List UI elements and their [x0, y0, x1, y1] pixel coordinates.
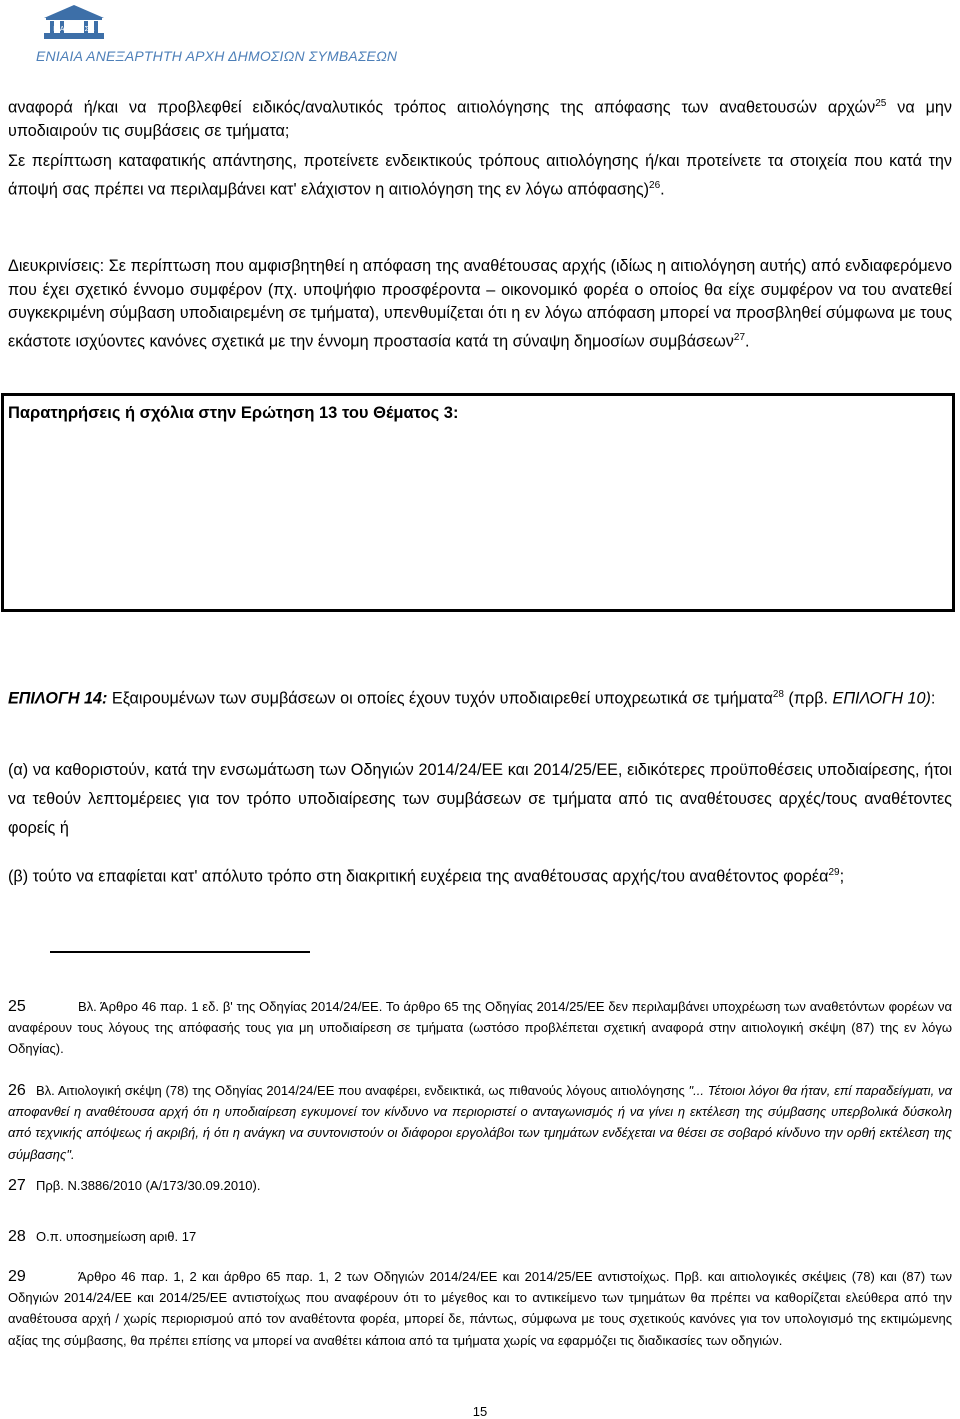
eaadhsy-logo-icon	[38, 4, 110, 40]
paragraph-clarifications: Διευκρινίσεις: Σε περίπτωση που αμφισβητηθεί η απόφαση της αναθέτουσας αρχής (ιδίως η αιτιολόγηση αυτής) από ενδιαφερόμενο που έχει σχετικό έννομο συμφέρον (πχ. υποψήφιο προσφέροντα – οικονομικό φορέα ο οποίος θα είχε συμφέρον να του ανατεθεί συγκεκριμένη σύμβαση υποδιαιρεμένη σε τμήματα), υπενθυμίζεται ότι η εν λόγω απόφαση μπορεί να προσβληθεί σύμφωνα με τους εκάστοτε ισχύοντες κανόνες σχετικά με την έννομη προστασία κατά τη σύναψη δημοσίων συμβάσεων$^{27}$.	[8, 257, 952, 351]
option-b: (β) τούτο να επαφίεται κατ' απόλυτο τρόπο στη διακριτική ευχέρεια της αναθέτουσας αρχής/του αναθέτοντος φορέα$^{29}$;	[8, 867, 845, 886]
footnote-separator	[50, 951, 310, 953]
footnote-number: 27	[8, 1177, 26, 1194]
footnote-26: 26 Βλ. Αιτιολογική σκέψη (78) της Οδηγίας 2014/24/ΕΕ που αναφέρει, ενδεικτικά, ως πιθανούς λόγους αιτιολόγησης "... Τέτοιοι λόγοι θα ήταν, επί παραδείγματι, να αποφανθεί η αναθέτουσα αρχή ότι η υποδιαίρεση εγκυμονεί τον κίνδυνο να περιοριστεί ο ανταγωνισμός ή να γίνει η εκτέλεση της σύμβασης υπερβολικά δύσκολη από τεχνικής απόψεως ή ακριβή, ή ότι η ανάγκη να συντονιστούν οι διάφοροι εργολάβοι των τμημάτων ενδέχεται να θέσει σε σοβαρό κίνδυνο την ορθή εκτέλεση της σύμβασης".	[8, 1082, 952, 1162]
option-label: ΕΠΙΛΟΓΗ 14:	[8, 689, 108, 708]
option-14-heading: ΕΠΙΛΟΓΗ 14: Εξαιρουμένων των συμβάσεων οι οποίες έχουν τυχόν υποδιαιρεθεί υποχρεωτικά σε τμήματα$^{28}$ (πρβ. ΕΠΙΛΟΓΗ 10):	[8, 689, 936, 708]
footnote-ref-26[interactable]: 26	[649, 179, 661, 191]
footnote-27: 27 Πρβ. Ν.3886/2010 (Α/173/30.09.2010).	[8, 1175, 952, 1196]
page-number: 15	[472, 1404, 488, 1419]
page-header	[30, 2, 398, 68]
footnote-ref-28[interactable]: 28	[772, 689, 784, 700]
option-10-ref: ΕΠΙΛΟΓΗ 10)	[832, 689, 931, 708]
footnote-ref-29[interactable]: 29	[828, 867, 840, 878]
footnote-ref-27[interactable]: 27	[733, 331, 746, 343]
footnote-28: 28 Ο.π. υποσημείωση αριθ. 17	[8, 1226, 952, 1247]
option-a: (α) να καθοριστούν, κατά την ενσωμάτωση των Οδηγιών 2014/24/ΕΕ και 2014/25/ΕΕ, ειδικότερες προϋποθέσεις υποδιαίρεσης, ήτοι να τεθούν λεπτομέρειες για τον τρόπο υποδιαίρεσης των συμβάσεων σε τμήματα από τις αναθέτουσες αρχές/τους αναθέτοντες φορείς ή	[8, 761, 952, 837]
footnote-25: 25 Βλ. Άρθρο 46 παρ. 1 εδ. β' της Οδηγίας 2014/24/ΕΕ. Το άρθρο 65 της Οδηγίας 2014/25/ΕΕ δεν περιλαμβάνει υποχρέωση των αναθετόντων φορέων να αναφέρουν τους λόγους της απόφασής τους για μη υποδιαίρεση σε τμήματα (ωστόσο προβλέπεται σχετική αναφορά στην αιτιολογική σκέψη (87) της εν λόγω Οδηγίας).	[8, 998, 952, 1057]
comment-box[interactable]	[1, 393, 955, 612]
footnote-ref-25[interactable]: 25	[875, 98, 887, 109]
logo-text: Ε.Α.Α.ΔΗ.ΣΥ.	[53, 26, 95, 33]
footnote-number: 26	[8, 1082, 26, 1099]
footnote-number: 28	[8, 1228, 26, 1245]
footnote-number: 25	[8, 998, 26, 1015]
comment-heading: Παρατηρήσεις ή σχόλια στην Ερώτηση 13 του Θέματος 3:	[8, 404, 459, 422]
footnote-29: 29 Άρθρο 46 παρ. 1, 2 και άρθρο 65 παρ. 1, 2 των Οδηγιών 2014/24/ΕΕ και 2014/25/ΕΕ αντιστοίχως. Πρβ. και αιτιολογικές σκέψεις (78) και (87) των Οδηγιών 2014/24/ΕΕ και 2014/25/ΕΕ αντιστοίχως που αναφέρουν ότι το μέγεθος και το αντικείμενο των τμημάτων θα πρέπει να καθορίζεται ελεύθερα από την αναθέτουσα αρχή / χωρίς περιορισμού από τον αναθέτοντα φορέα, μπορεί δε, πάντως, σύμφωνα με τους σχετικούς κανόνες για τον υπολογισμό της εκτιμώμενης αξίας της σύμβασης, θα πρέπει επίσης να μπορεί να αναθέτει κάποια από τα τμήματα χωρίς να εφαρμόζει τις διαδικασίες των οδηγιών.	[8, 1268, 952, 1348]
footnote-26-quote: "... Τέτοιοι λόγοι θα ήταν, επί παραδείγματι, να αποφανθεί η αναθέτουσα αρχή ότι η υποδιαίρεση εγκυμονεί τον κίνδυνο να περιοριστεί ο ανταγωνισμός ή να γίνει η εκτέλεση της σύμβασης υπερβολικά δύσκολη από τεχνικής απόψεως ή ακριβή, ή ότι η ανάγκη να συντονιστούν οι διάφοροι εργολάβοι των τμημάτων ενδέχεται να θέσει σε σοβαρό κίνδυνο την ορθή εκτέλεση της σύμβασης".	[8, 1083, 952, 1162]
paragraph-2: Σε περίπτωση καταφατικής απάντησης, προτείνετε ενδεικτικούς τρόπους αιτιολόγησης ή/και προτείνετε τα στοιχεία που κατά την άποψή σας πρέπει να περιλαμβάνει κατ' ελάχιστον η αιτιολόγηση της εν λόγω απόφασης)$^{26}$.	[8, 152, 952, 198]
header-title: ΕΝΙΑΙΑ ΑΝΕΞΑΡΤΗΤΗ ΑΡΧΗ ΔΗΜΟΣΙΩΝ ΣΥΜΒΑΣΕΩΝ	[36, 48, 398, 64]
footnote-number: 29	[8, 1268, 26, 1285]
paragraph-1: αναφορά ή/και να προβλεφθεί ειδικός/αναλυτικός τρόπος αιτιολόγησης της απόφασης των αναθετουσών αρχών$^{25}$ να μην υποδιαιρούν τις συμβάσεις σε τμήματα;	[8, 98, 952, 140]
